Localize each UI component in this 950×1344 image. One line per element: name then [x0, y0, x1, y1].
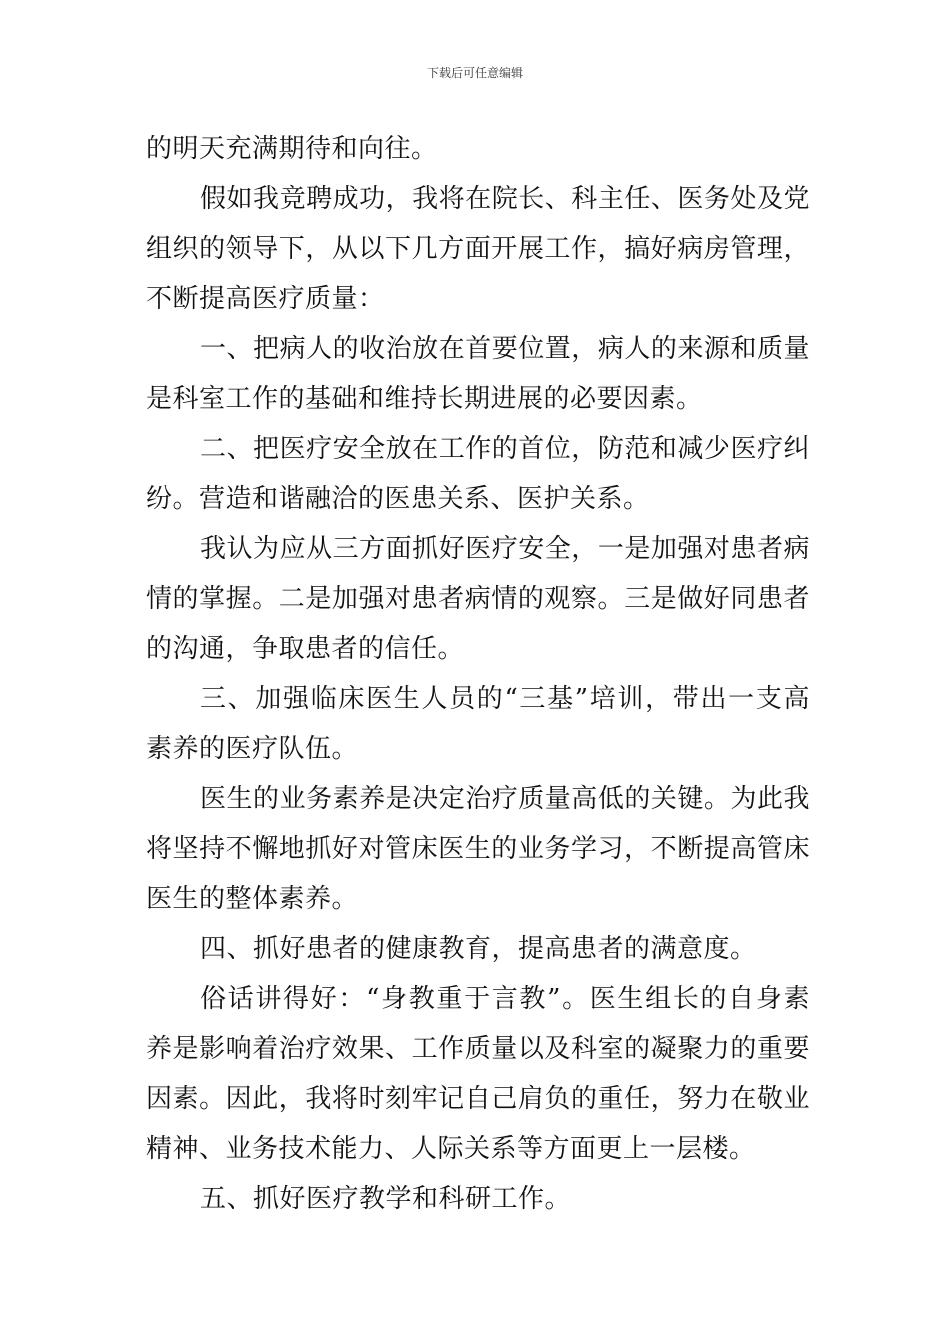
paragraph-item-2: 二、把医疗安全放在工作的首位，防范和减少医疗纠纷。营造和谐融洽的医患关系、医护关系。: [146, 434, 810, 514]
paragraph-item-3: 三、加强临床医生人员的“三基”培训，带出一支高素养的医疗队伍。: [146, 684, 810, 764]
document-body: [146, 124, 810, 1224]
paragraph-item-3-detail: 医生的业务素养是决定治疗质量高低的关键。为此我将坚持不懈地抓好对管床医生的业务学习，不断提高管床医生的整体素养。: [146, 784, 810, 914]
paragraph-intro: 假如我竞聘成功，我将在院长、科主任、医务处及党组织的领导下，从以下几方面开展工作，搞好病房管理，不断提高医疗质量：: [146, 184, 810, 314]
paragraph-item-4-detail: 俗话讲得好：“身教重于言教”。医生组长的自身素养是影响着治疗效果、工作质量以及科室的凝聚力的重要因素。因此，我将时刻牢记自己肩负的重任，努力在敬业精神、业务技术能力、人际关系等方面更上一层楼。: [146, 984, 810, 1164]
paragraph-item-2-detail: 我认为应从三方面抓好医疗安全，一是加强对患者病情的掌握。二是加强对患者病情的观察。三是做好同患者的沟通，争取患者的信任。: [146, 534, 810, 664]
paragraph-item-5: 五、抓好医疗教学和科研工作。: [200, 1184, 572, 1214]
paragraph-item-1: 一、把病人的收治放在首要位置，病人的来源和质量是科室工作的基础和维持长期进展的必要因素。: [146, 334, 810, 414]
page-header-note: 下载后可任意编辑: [426, 66, 523, 80]
paragraph-continuation: 的明天充满期待和向往。: [146, 134, 438, 164]
paragraph-item-4: 四、抓好患者的健康教育，提高患者的满意度。: [200, 934, 757, 964]
